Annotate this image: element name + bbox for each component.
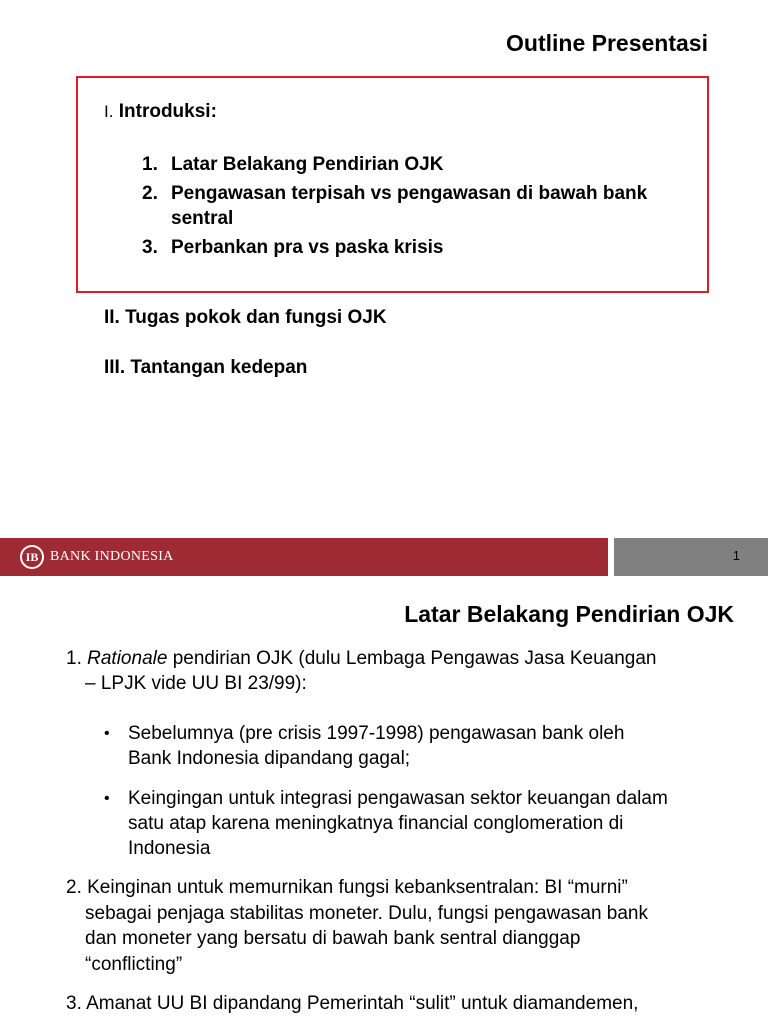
paragraph-2-line-1: 2. Keinginan untuk memurnikan fungsi kebanksentralan: BI “murni” <box>66 877 628 898</box>
bullet-1-line-2: Bank Indonesia dipandang gagal; <box>128 748 411 769</box>
page-number: 1 <box>732 548 740 563</box>
item-number: 1. <box>142 154 158 175</box>
paragraph-1-line-1 <box>66 646 656 671</box>
page-number-box <box>614 538 768 576</box>
footer-bar <box>0 538 608 576</box>
paragraph-3-line-1: 3. Amanat UU BI dipandang Pemerintah “sulit” untuk diamandemen, <box>66 993 639 1014</box>
section-introduksi <box>104 101 217 123</box>
paragraph-2-line-2: sebagai penjaga stabilitas moneter. Dulu, fungsi pengawasan bank <box>85 903 648 924</box>
item-text: Pengawasan terpisah vs pengawasan di bawah bank sentral <box>171 183 648 229</box>
bullet-2-line-2: satu atap karena meningkatnya financial conglomeration di <box>128 813 624 834</box>
bank-logo-icon: IB <box>20 545 44 569</box>
list-item <box>142 152 682 177</box>
bullet-2-line-3: Indonesia <box>128 838 211 859</box>
slide-title: Outline Presentasi <box>506 30 708 56</box>
paragraph-2-line-4: “conflicting” <box>85 954 183 975</box>
list-item <box>142 235 682 260</box>
slide-title: Latar Belakang Pendirian OJK <box>404 601 734 627</box>
bullet-1-line-1: Sebelumnya (pre crisis 1997-1998) pengawasan bank oleh <box>128 723 625 744</box>
section-label: Introduksi: <box>118 101 217 122</box>
footer-brand: BANK INDONESIA <box>50 549 174 564</box>
bullet-icon: • <box>104 790 110 807</box>
item-text: Perbankan pra vs paska krisis <box>171 237 444 258</box>
item-number: 2. <box>142 183 158 204</box>
bullet-icon: • <box>104 725 110 742</box>
paragraph-1-line-2: – LPJK vide UU BI 23/99): <box>85 673 307 694</box>
paragraph-text: pendirian OJK (dulu Lembaga Pengawas Jasa Keuangan <box>167 648 657 669</box>
sub-item-list <box>142 152 682 264</box>
italic-term: Rationale <box>87 648 168 669</box>
item-text: Latar Belakang Pendirian OJK <box>171 154 444 175</box>
list-item <box>142 181 682 231</box>
section-tantangan: III. Tantangan kedepan <box>104 357 308 378</box>
paragraph-number: 1. <box>66 648 82 669</box>
section-tugas: II. Tugas pokok dan fungsi OJK <box>104 307 387 328</box>
section-roman: I. <box>104 102 114 121</box>
paragraph-2-line-3: dan moneter yang bersatu di bawah bank sentral dianggap <box>85 928 581 949</box>
bullet-2-line-1: Keingingan untuk integrasi pengawasan sektor keuangan dalam <box>128 788 668 809</box>
item-number: 3. <box>142 237 158 258</box>
